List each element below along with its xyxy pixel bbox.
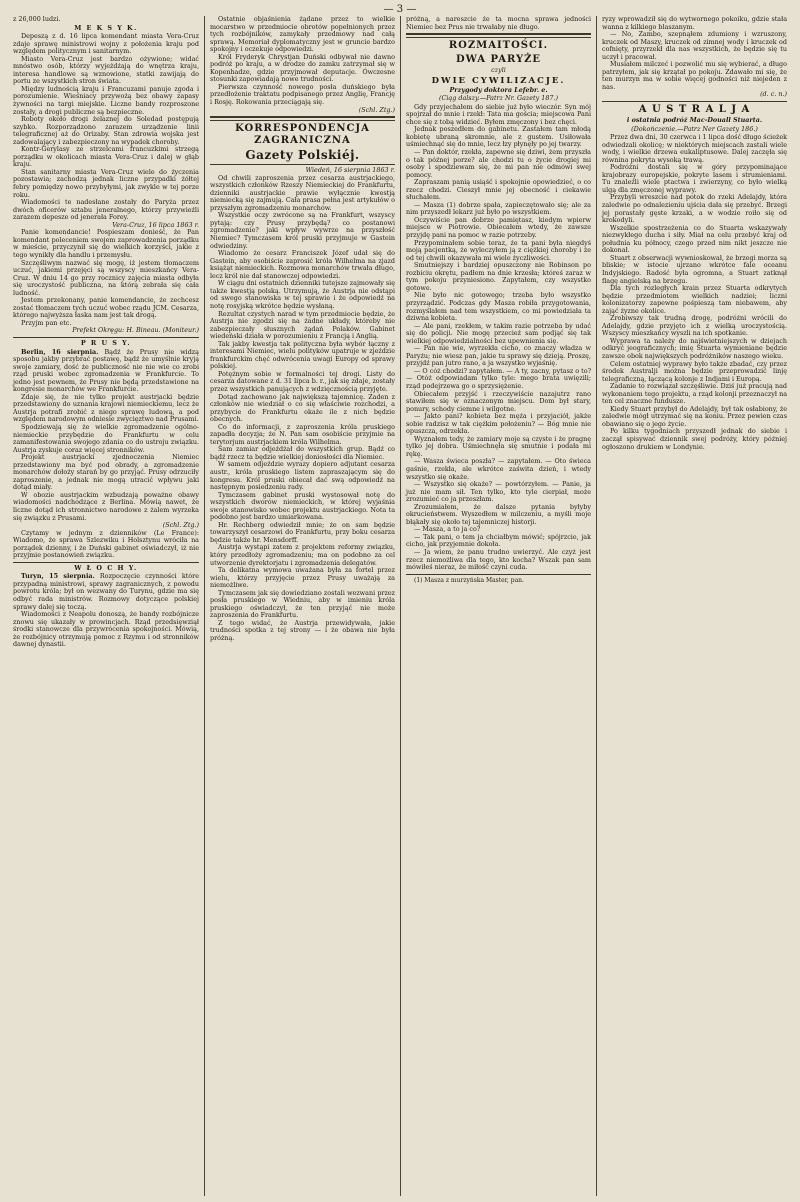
signature: (Schl. Ztg.) bbox=[162, 521, 199, 530]
divider bbox=[406, 33, 591, 38]
story-subtitle: DWIE CYWILIZACJE. bbox=[431, 75, 566, 86]
section-heading-korrespondencja: KORRESPONDENCJA ZAGRANICZNA bbox=[235, 123, 370, 147]
paragraph: Dla tych rozległych krain przez Stuarta odkrytych będzie przedmiotem wielkich nadziei; liczni kolonizatorzy zapewne pośpieszą tam niebawem, aby zająć żyzne okolice. bbox=[602, 284, 787, 315]
paragraph: Oczywiście pan dobrze pamiętasz, kiedym wpierw miejsce w Piotrowie. Obiecałem wtedy, że zawsze przyjdę pani na pomoc w razie potrzeby. bbox=[406, 215, 591, 240]
paragraph: Zrobiwszy tak trudną drogę, podróżni wrócili do Adelajdy, gdzie przyjęto ich z wielką uroczystością. Wszyscy mieszkańcy wyszli na ich spotkanie. bbox=[602, 314, 787, 338]
paragraph: Dotąd zachowano jak największą tajemnicę. Zaden z członków nie wiedział o co się właściwie rozchodzi, a przybycie do Frankfurtu okaże ile z nich będzie obecnych. bbox=[210, 392, 395, 424]
lead-line: z 26,000 ludzi. bbox=[13, 16, 61, 23]
paragraph: Przyjm pan etc. bbox=[21, 318, 72, 327]
paragraph: Wiadomo że cesarz Franciszek Józef udał się do Gastein, aby osobiście zaprosić króla Wilhelma na zjazd książąt niemieckich. Rozmowa monarchów trwała długo, lecz król nie dał stanowczej odpowiedzi. bbox=[210, 249, 395, 280]
paragraph: — Jakto pani? kobieta bez męża i przyjaciół, jakże sobie radzisz w tak ciężkim położeniu? — Bóg mnie nie opuszcza, odrzekła. bbox=[406, 412, 591, 436]
paragraph: Przypominałem sobie teraz, że ta pani była niegdyś moją pacjentką, że wyleczyłem ją z ciężkiej choroby i że od tej chwili okazywała mi wiele życzliwości. bbox=[406, 238, 591, 262]
paragraph: — Masza, a to ja co? bbox=[414, 525, 481, 534]
paragraph: Tymczasem jak się dowiedziano zostali wezwani przez posła pruskiego w Wiedniu, aby w imieniu króla pruskiego oświadczył, że ten przyjąć nie może zaproszenia do Frankfurtu. bbox=[210, 588, 395, 620]
paragraph: Roboty około drogi żelaznej do Soledad postępują szybko. Rozporządzono zarazem urządzenie linii telegraficznej aż do Orizaby. Stan zdrowia wojska jest zadowalający i zabezpieczony na wypadek choroby. bbox=[13, 115, 199, 146]
paragraph: Zdaje się, że nie tylko projekt austrjacki będzie przedstawiony do uznania krajowi niemieckiemu, lecz że Austrja potrafi zrobić z niego sprawę ludową, a pod względem narodowym odniesie zwycięztwo nad Prusami. bbox=[13, 392, 199, 424]
column-4 bbox=[596, 16, 792, 1196]
paragraph: Co do informacji, z zaproszenia króla pruskiego zapadła decyzja; że N. Pan sam osobiście przyjmie na terytorjum austrjackiem króla Wilhelma. bbox=[210, 422, 395, 446]
paragraph: próżną, a nareszcie że ta mocna sprawa jedności Niemiec bez Prus nie trwałaby nie długo. bbox=[406, 16, 591, 31]
paragraph: Przybyli wreszcie nad potok do rzeki Adelajdy, która zaledwie po odnalezieniu ujścia dała się przebyć. Brzegi jej porastały gęste krzaki, a w wodzie roiło się od krokodyli. bbox=[602, 193, 787, 225]
divider bbox=[602, 101, 787, 102]
story-title: DWA PARYŻE bbox=[455, 54, 542, 66]
paragraph: Kiedy Stuart przybył do Adelajdy, był tak osłabiony, że zaledwie mógł utrzymać się na koniu. Przez pewien czas obawiano się o jego życie. bbox=[602, 404, 787, 428]
paragraph: — Pan nie wie, wyrzekła cicho, co znaczy władza w Paryżu; nie wiesz pan, jakie tu sprawy się dzieją. Proszę, przyjdź pan jutro rano, a ja wszystko wyjaśnię. bbox=[406, 344, 591, 368]
paragraph: — Masza (1) dobrze spała, zapieczętowało się; ale za nim przyszedł lekarz już było po wszystkiem. bbox=[406, 200, 591, 217]
paragraph: Depeszą z d. 16 lipca komendant miasta Vera-Cruz zdaje sprawę ministrowi wojny z położenia kraju pod względem politycznym i sanitarnym. bbox=[13, 32, 199, 56]
divider bbox=[13, 337, 199, 338]
section-subheading-gazety: Gazety Polskiéj. bbox=[245, 148, 360, 163]
paragraph: Zapraszam panią usiąść i spokojnie opowiedzieć, o co rzecz chodzi. Cieszył mnie jej obecność i ciekawie słuchałem. bbox=[406, 178, 591, 202]
story-continuation-note: (Ciąg dalszy.—Patrz Nr. Gazety 187.) bbox=[439, 94, 558, 103]
signature: Prefekt Okręgu: H. Bineau. (Moniteur.) bbox=[72, 326, 199, 335]
paragraph: — O cóż chodzi? zapytałem. — A ty, zacny, pytasz o to? — Otóż odpowiadam tylko tyle: mego brata uwięzili; rząd podejrzewa go o sprzysiężenie. bbox=[406, 366, 591, 390]
paragraph: — Ale pani, rzekłem, w takim razie potrzeba by udać się do policji. Nie mogę przecież sam podjąć się tak wielkiej odpowiedzialności bez upewnienia się. bbox=[406, 321, 591, 345]
paragraph: Jednak poszedłem do gabinetu. Zastałem tam młodą kobietę ubraną skromnie, ale z gustem. Usiłowała uśmiechnąć się do mnie, lecz łzy płynęły po jej twarzy. bbox=[406, 125, 591, 149]
paragraph: Ta delikatna wymowa uważana była za fortel przez wielu, którzy przyjęcie przez Prusy uważają za niemożliwe. bbox=[210, 566, 395, 590]
paragraph: Stan sanitarny miasta Vera-Cruz wiele do życzenia pozostawia; zachodzą jednak liczne przypadki żółtej febry pomiędzy nowo przybyłymi, jak zwykle w tej porze roku. bbox=[13, 167, 199, 199]
divider bbox=[210, 164, 395, 165]
section-heading-rozmaitosci: ROZMAITOŚCI. bbox=[448, 40, 549, 52]
paragraph: Zadanie to rozwiązał szczęśliwie. Dziś już pracują nad wykonaniem tego projektu, a rząd kolonji przeznaczył na ten cel znaczne fundusze. bbox=[602, 382, 787, 406]
paragraph: Wyprawa ta należy do najświetniejszych w dziejach odkryć jeograficznych; imię Stuarta wymieniane będzie zawsze obok największych podróżników naszego wieku. bbox=[602, 336, 787, 360]
paragraph: Od chwili zaproszenia przez cesarza austrjackiego, wszystkich członków Rzeszy Niemieckiej do Frankfurtu, dzienniki austrjackie prawie wyłącznie kwestją niemiecką się zajmują. Cała prasa pełna jest artykułów o przyszłym zgromadzeniu monarchów. bbox=[210, 173, 395, 212]
paragraph: Z tego widać, że Austrja przewidywała, jakie trudności spotka z tej strony — i że obawa nie była próżną. bbox=[210, 618, 395, 643]
paragraph: — Tak pani, o tem ja chciałbym mówić; spójrzcie, jak cicho, jak przyjemnie dokoła. bbox=[406, 532, 591, 549]
paragraph: W samem odjeździe wyrazy dopiero adjutant cesarza austr., króla pruskiego listem zapraszającym się do kongresu. Król pruski obiecał dać swą odpowiedź na następnym posiedzeniu rady. bbox=[210, 460, 395, 492]
paragraph: Nie było nic gotowego; trzeba było wszystko przyrządzić. Podczas gdy Masza robiła przygotowania, rozmyślałem nad tem wszystkiem, co mi powiedziała ta dziwna kobieta. bbox=[406, 291, 591, 323]
section-heading-meksyk: M E K S Y K. bbox=[74, 23, 138, 32]
paragraph: Wiadomości te nadesłane zostały do Paryża przez dwóch oficerów sztabu jeneralnego, którzy przywieźli zarazem depesze od jenerała Forey. bbox=[13, 198, 199, 222]
paragraph: Wyznałem tedy, że zamiary moje są czyste i że pragnę tylko jej dobra. Uśmiechnęła się smutnie i podała mi rękę. bbox=[406, 434, 591, 458]
paragraph: — No, Zambo, szepnąłem zdumiony i wzruszony, kruczek od Maszy, kruczek od zimnej wody i kruczek od cofnięty, przyrzekł dla nas wszystkich, że będzie się tu uczył i pracował. bbox=[602, 30, 787, 61]
paragraph-text: Bądź że Prusy nie widzą sposobu jakby przybrać postawę, bądź że umyślnie kryją swoje zamiary, dość że publiczność nie nie wie co zrobi rząd pruski wobec zgromadzenia w Frankfurcie. To jedno jest pewnem, że Prusy nie będą przedstawione na kongresie monarchów we Frankfurcie. bbox=[13, 347, 199, 394]
column-2 bbox=[204, 16, 400, 1196]
paragraph: — Pan doktór, rzekła, zapewne się dziwi, żem przyszła o tak późnej porze? ale chodzi tu o życie drogiej mi osoby i spodziewam się, że mi pan nie odmówi swej pomocy. bbox=[406, 148, 591, 179]
section-heading-prusy: P R U S Y. bbox=[80, 338, 132, 347]
continuation-note: (d. c. n.) bbox=[760, 90, 787, 99]
paragraph: Gdy przyjechałem do siebie już było wieczór. Syn mój spojrzał do mnie i rzekł: Tata ma gościa; miejscowa Pani chce się z tobą widzieć. Byłem zmęczony i bez chęci. bbox=[406, 102, 591, 126]
paragraph: Projekt austrjacki zjednoczenia Niemiec przedstawiony ma być pod obrady, a zgromadzenie monarchów dołoży starań by go przyjąć. Prusy odrzuciły zaproszenie, a jednak nie mogą utracić wpływu jaki dotąd miały. bbox=[13, 453, 199, 492]
paragraph: Zrozumiałem, że dalsze pytania byłyby okrucieństwem. Wyszedłem w milczeniu, a myśli moje błąkały się około tej tajemniczej historji. bbox=[406, 502, 591, 526]
paragraph: ryzy wprowadził się do wytwornego pokoiku, gdzie stała wanna z kilkiego blaszanym. bbox=[602, 16, 787, 31]
paragraph: Austrja wystąpi zatem z projektem reformy związku, który przedłoży zgromadzeniu; ma on podobno za cel utworzenie dyrektorjatu i zgromadzenia delegatów. bbox=[210, 543, 395, 567]
paragraph: Wszelkie spostrzeżenia co do Stuarta wskazywały niezwykłego ducha i siły. Miał na celu przebyć kraj od południa ku północy, czego przed nim nikt jeszcze nie dokonał. bbox=[602, 223, 787, 255]
paragraph: Przez dwa dni, 30 czerwca i 1 lipca dość długo ścieżek odwiedzali okolicę; w niektórych miejscach zastali wiele wody, i wielkie drzewa eukaliptusowe. Dalej zaczęła się równina pokryta wysoką trawą. bbox=[602, 133, 788, 164]
signature: (Schl. Ztg.) bbox=[358, 105, 395, 114]
paragraph: Wszystkie oczy zwrócone są na Frankfurt, wszyscy pytają: czy Prusy przybędą? co postanowi zgromadzenie? jaki wpływ wywrze na przyszłość Niemiec? Tymczasem król pruski przyjmuje w Gastein odwiedziny. bbox=[210, 211, 395, 250]
paragraph: — Wszystko się okaże? — powtórzyłem. — Panie, ja już nie mam sił. Ten tylko, kto tyle cierpiał, może zrozumieć co ja przeszłam. bbox=[406, 480, 591, 504]
paragraph: Sam zamiar odjeżdżał do wszystkich grup. Bądź co bądź rzecz ta będzie wielkiej doniosłości dla Niemiec. bbox=[210, 445, 395, 461]
paragraph: Ostatnie objaśnienia żądane przez to wielkie mocarstwo w przedmiocie obrotów popełnionych przez tych rozbójników, zamykały przedmowy nad całą sprawą. Memoriał dyplomatyczny jest w gruncie bardzo spokojny i oczekuje odpowiedzi. bbox=[210, 16, 395, 54]
divider bbox=[406, 574, 591, 575]
paragraph: Tymczasem gabinet pruski wystosował notę do wszystkich dworów niemieckich, w której wyjaśnia swoje stanowisko wobec projektu austrjackiego. Nota ta podobno jest bardzo umiarkowana. bbox=[210, 490, 395, 522]
footnote: (1) Masza z murzyńska Master, pan. bbox=[414, 576, 524, 584]
paragraph: W obozie austrjackim wzbudzają poważne obawy wiadomości nadchodzące z Berlina. Mówią nawet, że liczne dotąd ich stronnictwo narodowe z żalem wyrzeka się związku z Prusami. bbox=[13, 490, 199, 522]
section-heading-australja: A U S T R A L J A bbox=[638, 104, 751, 116]
paragraph: Hr. Rechberg odwiedził mnie; że on sam będzie towarzyszył cesarzowi do Frankfurtu, przy boku cesarza będzie także hr. Mensdorff. bbox=[210, 520, 395, 544]
paragraph: Spodziewają się że wielkie zgromadzenie ogólno-niemieckie przybędzie do Frankfurtu w celu zamanifestowania swojego zdania co do ustroju związku. Austrja zyskuje coraz więcej stronników. bbox=[13, 422, 199, 454]
paragraph: Między ludnością kraju i Francuzami panuje zgoda i porozumienie. Wieśniacy przywożą bez obawy zapasy żywności na targi miejskie. Liczne bandy rozproszone zostały, a drogi publiczne są bezpieczne. bbox=[13, 84, 199, 116]
article-continuation-note: (Dokończenie.—Patrz Ner Gazety 186.) bbox=[631, 124, 758, 133]
divider bbox=[13, 562, 199, 563]
paragraph: Tak jakby kwestja tak polityczna była wybór łączny z interesami Niemiec, wielu polityków upatruje w zjeździe frankfurckim chęć odwrócenia uwagi Europy od sprawy polskiej. bbox=[210, 339, 395, 371]
divider bbox=[210, 116, 395, 121]
paragraph: Panie komendancie! Pospieszam donieść, że Pan komendant poleceniem swojem zaprowadzenia porządku w mieście, przyczynił się do wielkich korzyści, jakie z tego wynikły dla handlu i przemysłu. bbox=[13, 228, 199, 259]
paragraph: Czytamy w jednym z dzienników (Le France): Wiadomo, że sprawa Szlezwiku i Holsztynu wróciła na porządek dzienny, i że Duński gabinet oświadczył, iż nie przyjmie postanowień związku. bbox=[13, 528, 199, 560]
paragraph: — Ja wiem, że panu trudno uwierzyć. Ale czyż jest rzecz niemożliwa dla tego, kto kocha? Wszak pan sam mówiłeś nieraz, że miłość czyni cuda. bbox=[406, 548, 591, 572]
article-subtitle: i ostatnia podróż Mac-Douall Stuarta. bbox=[626, 116, 763, 125]
paragraph: Podróżni dostali się w góry przypominające krajobrazy europejskie, pokryte lasem i strumieniami. Tu znaleźli wiele ptactwa i zwierzyny, co było wielką ulgą dla zmęczonej wyprawy. bbox=[602, 163, 787, 194]
paragraph: Celem ostatniej wyprawy było także zbadać, czy przez środek Australji można będzie przeprowadzić linję telegraficzną, łączącą kolonje z Indjami i Europą. bbox=[602, 359, 787, 383]
paragraph: Wiadomości z Neapolu donoszą, że bandy rozbójnicze znowu się ukazały w prowincjach. Rząd przedsięwziął środki stanowcze dla przywrócenia spokojności. Mówią, że rozbójnicy otrzymują pomoc z Rzymu i od stronników dawnej dynastii. bbox=[13, 610, 199, 649]
paragraph: W ciągu dni ostatnich dzienniki tutejsze zajmowały się także kwestją polską. Utrzymują, że Austrja nie odstąpi od swego stanowiska w tej sprawie i że odpowiedź na notę rosyjską wkrótce będzie wysłaną. bbox=[210, 279, 395, 310]
paragraph: Król Fryderyk Chrystjan Duński odbywał nie dawno podróż po kraju, a w drodze do zamku zatrzymał się w Kopenhadze, gdzie przyjmował deputacje. Ówczesne stosunki zapowiadają nowe trudności. bbox=[210, 52, 395, 84]
dateline: Berlin, 16 sierpnia. bbox=[21, 347, 99, 356]
dateline: Wiedeń, 16 sierpnia 1863 r. bbox=[305, 166, 395, 175]
dateline: Turyn, 15 sierpnia. bbox=[21, 572, 95, 581]
paragraph: Stuart z obserwacji wywnioskował, że brzegi morza są bliskie; w istocie ujrzano wkrótce fale oceanu Indyjskiego. Radość była ogromna, a Stuart zatknął flagę angielską na brzegu. bbox=[602, 253, 787, 285]
paragraph: Smutniejszy i bardziej opuszczony nie Robinson po rozbiciu okrętu, padłem na dnie krzesła; któreś zaraz w tym pokoju przyniesiono. Zapytałem, czy wszystko gotowe. bbox=[406, 261, 591, 292]
column-1 bbox=[8, 16, 204, 1196]
paragraph: Jestem przekonany, panie komendancie, że zechcesz zostać tłomaczem tych uczuć wobec rządu JCM. Cesarza, którego najwyższa łaska nam jest tak drogą. bbox=[13, 296, 199, 320]
paragraph: Po kilku tygodniach przyszedł jednak do siebie i zaczął spisywać dziennik swej podróży, który później ogłoszono drukiem w Londynie. bbox=[602, 427, 787, 451]
column-3 bbox=[400, 16, 596, 1196]
paragraph: Szczęśliwym nazwać się mogę, iż jestem tłomaczem uczuć, jakiemi przejęci są wszyscy mieszkańcy Vera-Cruz. W dniu 14 go przy rocznicy zajęcia miasta odbyła się uroczystość publiczna, na którą zebrała się cała ludność. bbox=[13, 258, 199, 297]
paragraph: Kontr-Gerylasy ze strzelcami francuzkimi strzegą porządku w okolicach miasta Vera-Cruz i dalej w głąb kraju. bbox=[13, 145, 199, 169]
paragraph: Musiałem milczeć i pozwolić mu się wybierać, a długo patrzyłem, jak się krzątał po pokoju. Zdawało mi się, że ten murzyn ma w sobie więcej godności niż niejeden z nas. bbox=[602, 60, 787, 91]
story-title-conjunction: czyli bbox=[491, 66, 506, 75]
section-heading-wlochy: W Ł O C H Y. bbox=[74, 563, 138, 572]
column-grid bbox=[8, 16, 792, 1196]
paragraph: Miasto Vera-Cruz jest bardzo ożywione; widać mnóstwo osób, którzy wyjeżdżają do wnętrza kraju, interesa handlowe są wznowione, statki zawijają do portu ze wszystkich stron świata. bbox=[13, 54, 199, 86]
story-byline: Przygody doktora Lefebr. e. bbox=[449, 85, 548, 94]
paragraph: Potężnym sobie w formalności tej drogi. Listy do cesarza datowane z d. 31 lipca b. r., jak się zdaje, zostały przez wszystkich panujących z wdzięcznością przyjęte. bbox=[210, 369, 395, 393]
signature: Vera-Cruz, 16 lipca 1863 r. bbox=[112, 220, 199, 229]
paragraph: Pierwsza czynność nowego posła duńskiego była przedłożenie traktatu podpisanego przez Anglię, Francję i Rosję. Rokowania przeciągają się. bbox=[210, 82, 395, 107]
paragraph-text: Rozpoczęcie czynności które przypadną ministrowi, sprawy zagranicznych, z powodu powrotu króla; był on wezwany do Turynu, gdzie ma się odbyć rada ministrów. Rozmowy dotyczące polskiej sprawy dalej się toczą. bbox=[13, 572, 199, 611]
paragraph: Obiecałem przyjść i rzeczywiście nazajutrz rano stawiłem się w oznaczonym miejscu. Dom był stary, ponury, schody ciemne i wilgotne. bbox=[406, 389, 591, 413]
paragraph: — Wasza świeca poszła? — zapytałem. — Oto świeca gaśnie, rzekła, ale wkrótce zaświta dzień, i wtedy wszystko się okaże. bbox=[406, 457, 591, 481]
page-folio: — 3 — bbox=[383, 4, 417, 15]
paragraph: Rezultat czystych narad w tym przedmiocie będzie, że Austrja nie zgodzi się na żadne układy, któreby nie zabezpieczały słusznych żądań Polaków. Gabinet wiedeński działa w porozumieniu z Francją i Anglią. bbox=[210, 309, 395, 341]
